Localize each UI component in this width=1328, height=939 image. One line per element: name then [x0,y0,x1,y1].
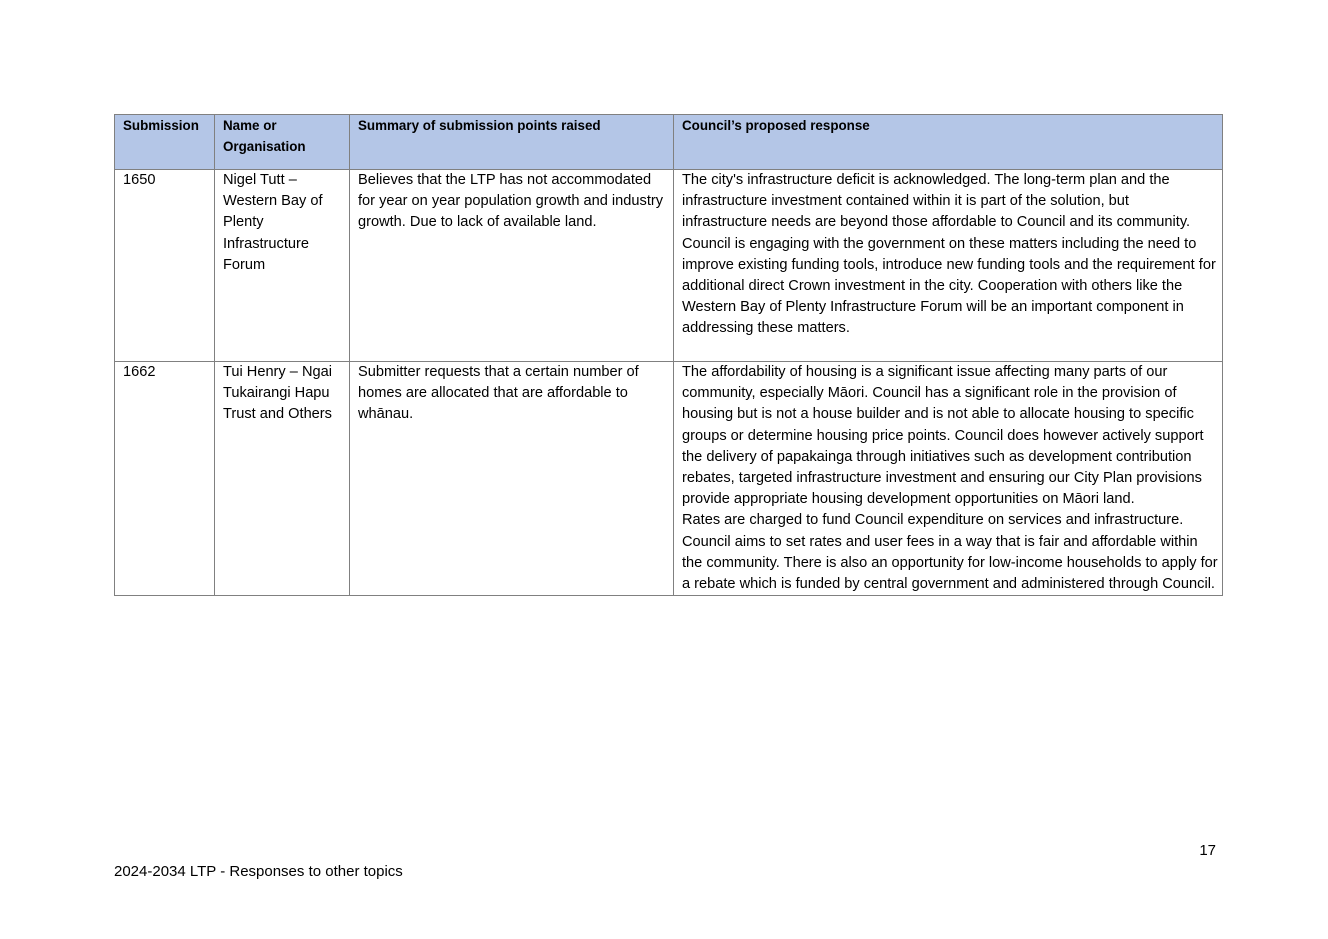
table-row [115,170,1223,362]
header-submission: Submission [115,115,215,170]
header-summary: Summary of submission points raised [350,115,674,170]
cell-response [674,362,1223,596]
response-paragraph: The affordability of housing is a significant issue affecting many parts of our community, especially Māori. Council has a significant role in the provision of housing but is not a house builder and is not able to allocate housing to specific groups or determine housing price points. Council does however actively support the delivery of papakainga through initiatives such as development contribution rebates, targeted infrastructure investment and ensuring our City Plan provisions provide appropriate housing development opportunities on Māori land. [682,364,1204,508]
response-paragraph: Rates are charged to fund Council expenditure on services and infrastructure. Council aims to set rates and user fees in a way that is fair and affordable within the community. There is also an opportunity for low-income households to apply for a rebate which is funded by central government and administered through Council. [682,512,1218,593]
response-paragraph: The city's infrastructure deficit is acknowledged. The long-term plan and the infrastructure investment contained within it is part of the solution, but infrastructure needs are beyond those affordable to Council and its community. Council is engaging with the government on these matters including the need to improve existing funding tools, introduce new funding tools and the requirement for additional direct Crown investment in the city. Cooperation with others like the Western Bay of Plenty Infrastructure Forum will be an important component in addressing these matters. [682,172,1216,337]
cell-response [674,170,1223,362]
header-name-or-organisation: Name or Organisation [215,115,350,170]
table-header-row [115,115,1223,170]
cell-summary: Believes that the LTP has not accommodated for year on year population growth and industry growth. Due to lack of available land. [350,170,674,362]
cell-submitter-name: Nigel Tutt – Western Bay of Plenty Infrastructure Forum [215,170,350,362]
page-footer: 2024-2034 LTP - Responses to other topics [114,863,403,880]
submissions-table [114,114,1223,596]
table-row [115,362,1223,596]
cell-summary: Submitter requests that a certain number of homes are allocated that are affordable to whānau. [350,362,674,596]
cell-submission-number: 1662 [115,362,215,596]
cell-submission-number: 1650 [115,170,215,362]
header-council-response: Council’s proposed response [674,115,1223,170]
page-number: 17 [1199,842,1216,859]
cell-submitter-name: Tui Henry – Ngai Tukairangi Hapu Trust and Others [215,362,350,596]
